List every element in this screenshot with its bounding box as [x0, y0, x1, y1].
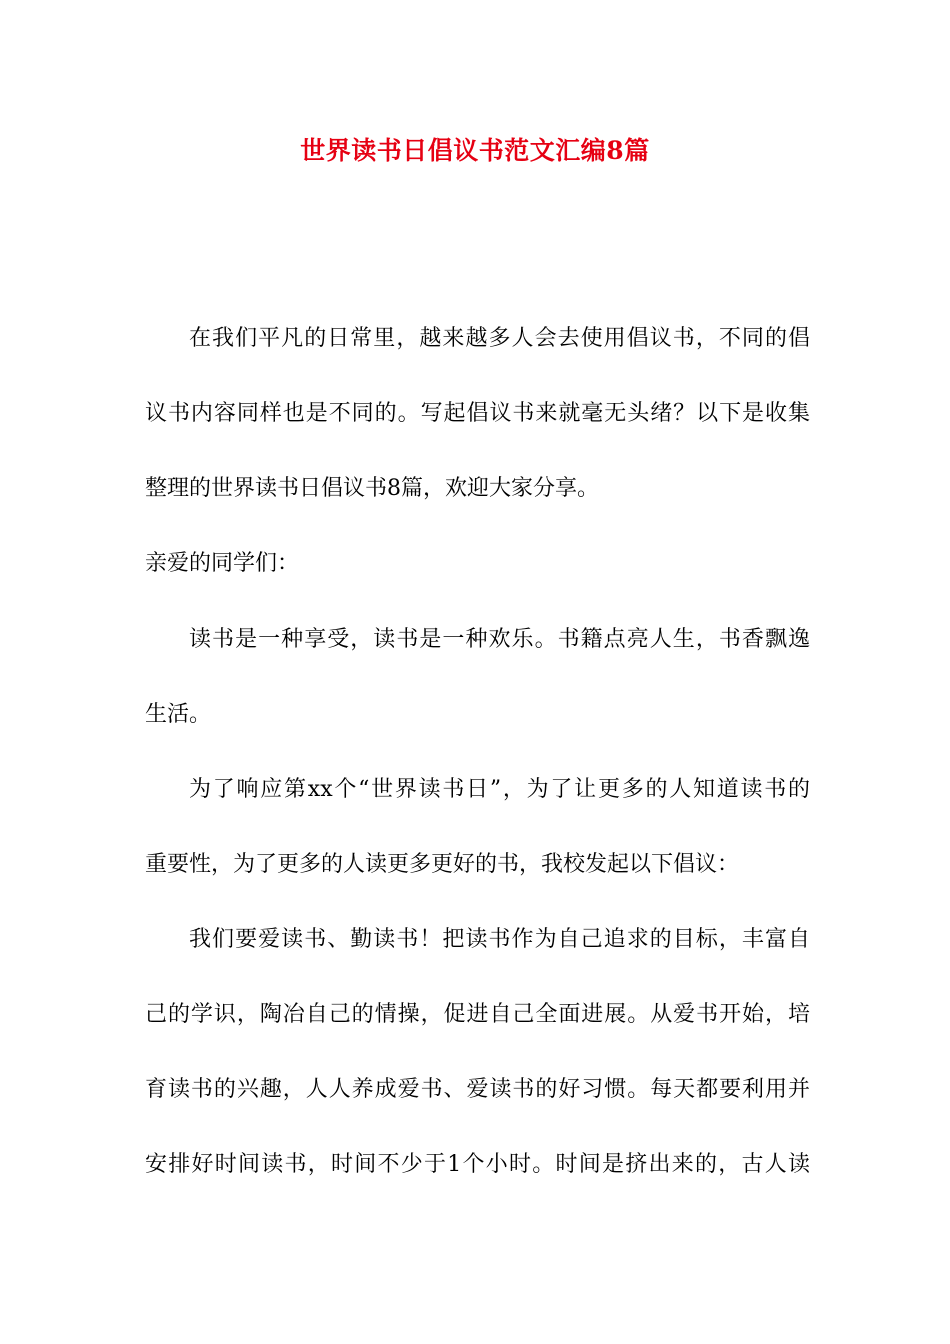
paragraph-line: 读书是一种享受，读书是一种欢乐。书籍点亮人生，书香飘逸	[189, 627, 810, 652]
paragraph-line: 为了响应第xx个“世界读书日”，为了让更多的人知道读书的	[189, 777, 810, 802]
paragraph-line: 议书内容同样也是不同的。写起倡议书来就毫无头绪？以下是收集	[145, 401, 810, 426]
paragraph-line: 安排好时间读书，时间不少于1个小时。时间是挤出来的，古人读	[145, 1152, 810, 1177]
paragraph-line: 整理的世界读书日倡议书8篇，欢迎大家分享。	[145, 476, 599, 501]
paragraph-line: 重要性，为了更多的人读更多更好的书，我校发起以下倡议：	[145, 852, 740, 877]
paragraph-line: 育读书的兴趣，人人养成爱书、爱读书的好习惯。每天都要利用并	[145, 1077, 810, 1102]
document-title: 世界读书日倡议书范文汇编8篇	[300, 136, 650, 165]
paragraph-line: 在我们平凡的日常里，越来越多人会去使用倡议书，不同的倡	[189, 326, 810, 351]
paragraph-line: 己的学识，陶冶自己的情操，促进自己全面进展。从爱书开始，培	[145, 1002, 810, 1027]
paragraph-line: 我们要爱读书、勤读书！把读书作为自己追求的目标，丰富自	[189, 927, 810, 952]
salutation: 亲爱的同学们：	[145, 551, 300, 576]
paragraph-line: 生活。	[145, 702, 212, 727]
